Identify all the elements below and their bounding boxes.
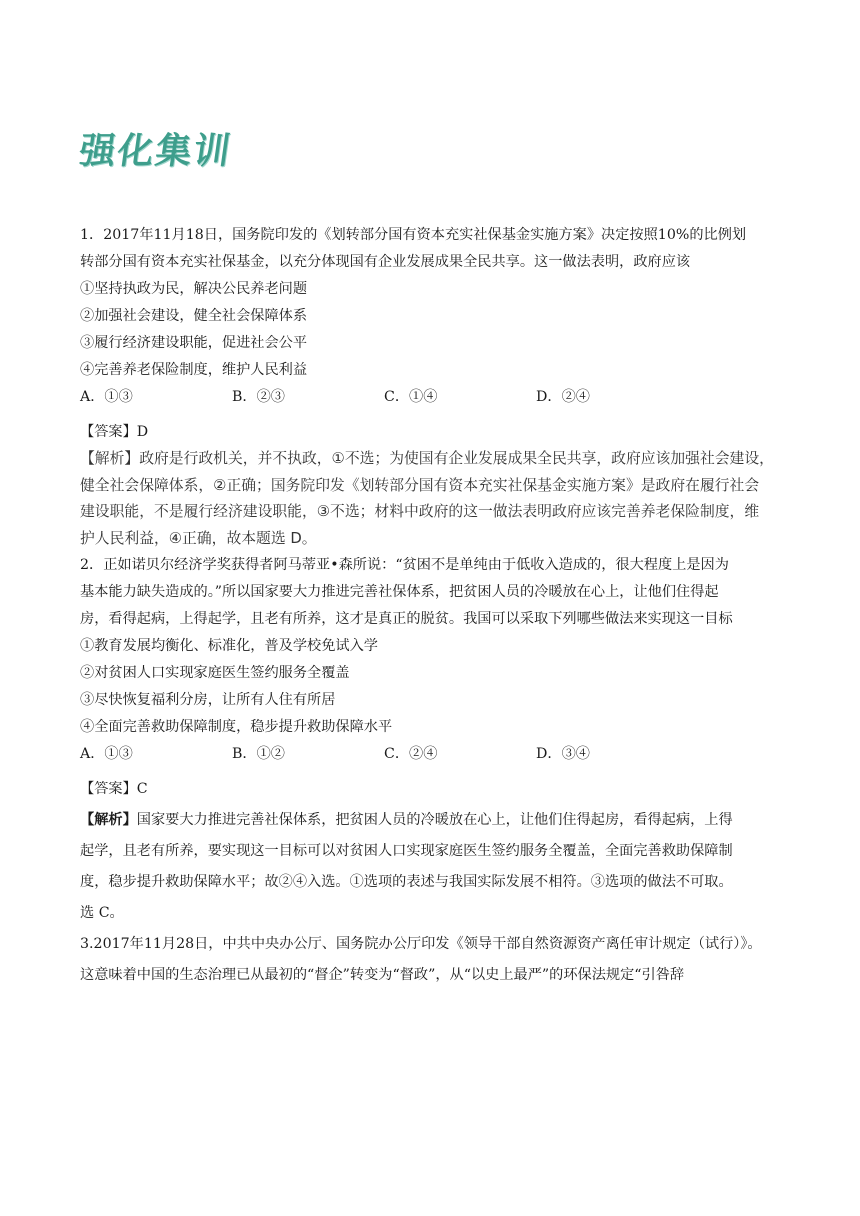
q1-stem-line: 转部分国有资本充实社保基金，以充分体现国有企业发展成果全民共享。这一做法表明，政府应该 <box>80 254 691 270</box>
q2-options <box>80 741 780 768</box>
q2-analysis <box>80 807 780 927</box>
q2-answer-label: 【答案】 <box>80 781 137 797</box>
q2-stem-line: 基本能力缺失造成的。”所以国家要大力推进完善社保体系，把贫困人员的冷暖放在心上，让他们住得起 <box>80 584 719 600</box>
q2-analysis-line <box>80 807 780 834</box>
q1-answer-value: D <box>136 424 149 440</box>
q1-analysis-line: 护人民利益，④正确，故本题选 D。 <box>80 529 317 547</box>
q2-analysis-line: 选 C。 <box>80 905 124 921</box>
question-3 <box>80 931 780 989</box>
q1-item: ②加强社会建设，健全社会保障体系 <box>80 308 308 324</box>
q1-stem-line: 1．2017年11月18日，国务院印发的《划转部分国有资本充实社保基金实施方案》决定按照10%的比例划 <box>80 227 747 243</box>
q2-analysis-text: 国家要大力推进完善社保体系，把贫困人员的冷暖放在心上，让他们住得起房，看得起病，上得 <box>136 812 733 828</box>
q1-answer-label: 【答案】 <box>80 424 137 440</box>
q2-answer-value: C <box>136 781 148 797</box>
q2-item: ①教育发展均衡化、标准化，普及学校免试入学 <box>80 638 378 654</box>
q3-stem-line: 3.2017年11月28日，中共中央办公厅、国务院办公厅印发《领导干部自然资源资产离任审计规定（试行）》。 <box>80 936 762 952</box>
q1-item: ③履行经济建设职能，促进社会公平 <box>80 335 308 351</box>
q2-option-d: D．③④ <box>536 746 590 762</box>
q1-options <box>80 384 780 411</box>
q2-analysis-line: 度，稳步提升救助保障水平；故②④入选。①选项的表述与我国实际发展不相符。③选项的做法不可取。 <box>80 874 733 890</box>
section-title-text: 强化集训 <box>76 129 235 172</box>
q2-item: ④全面完善救助保障制度，稳步提升救助保障水平 <box>80 719 393 735</box>
q2-option-a: A．①③ <box>80 746 133 762</box>
question-1 <box>80 222 780 552</box>
q2-stem-line: 房，看得起病，上得起学，且老有所养，这才是真正的脱贫。我国可以采取下列哪些做法来实现这一目标 <box>80 611 733 627</box>
q3-stem-line: 这意味着中国的生态治理已从最初的“督企”转变为“督政”，从“以史上最严”的环保法规定“引咎辞 <box>80 967 685 983</box>
q1-analysis-line: 【解析】政府是行政机关，并不执政，①不选；为使国有企业发展成果全民共享，政府应该加强社会建设， <box>80 450 774 467</box>
q2-analysis-label: 【解析】 <box>80 812 137 828</box>
q1-analysis-line: 健全社会保障体系，②正确；国务院印发《划转部分国有资本充实社保基金实施方案》是政府在履行社会 <box>80 476 760 494</box>
q2-stem-line: 2．正如诺贝尔经济学奖获得者阿马蒂亚•森所说：“贫困不是单纯由于低收入造成的，很大程度上是因为 <box>80 557 729 573</box>
q1-option-b: B．②③ <box>232 389 285 405</box>
q2-option-b: B．①② <box>232 746 285 762</box>
q1-option-d: D．②④ <box>536 389 590 405</box>
section-title-art <box>76 122 250 174</box>
q1-item: ①坚持执政为民，解决公民养老问题 <box>80 281 308 297</box>
q2-analysis-line: 起学，且老有所养，要实现这一目标可以对贫困人口实现家庭医生签约服务全覆盖，全面完善救助保障制 <box>80 843 733 859</box>
q1-item: ④完善养老保险制度，维护人民利益 <box>80 362 308 378</box>
q1-analysis-line: 建设职能，不是履行经济建设职能，③不选；材料中政府的这一做法表明政府应该完善养老保险制度，维 <box>80 503 760 520</box>
q2-item: ②对贫困人口实现家庭医生签约服务全覆盖 <box>80 665 350 681</box>
q1-analysis <box>80 446 780 552</box>
question-content <box>80 222 780 989</box>
q1-option-c: C．①④ <box>384 389 438 405</box>
q2-option-c: C．②④ <box>384 746 438 762</box>
question-2 <box>80 552 780 927</box>
q2-answer <box>80 776 780 803</box>
q1-option-a: A．①③ <box>80 389 133 405</box>
q2-item: ③尽快恢复福利分房，让所有人住有所居 <box>80 692 336 708</box>
q1-answer <box>80 419 780 446</box>
